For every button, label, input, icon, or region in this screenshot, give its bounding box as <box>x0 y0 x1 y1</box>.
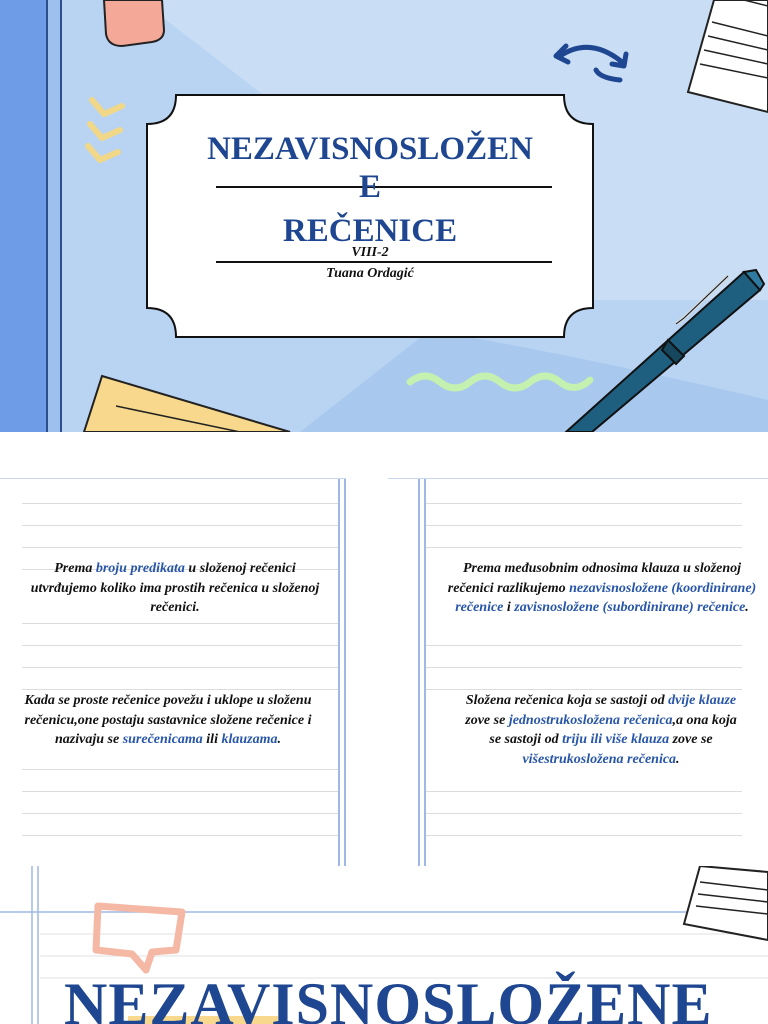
ruled-line <box>22 813 338 814</box>
ruled-line <box>22 791 338 792</box>
paragraph-clause-relations <box>444 559 760 618</box>
author-name: Tuana Ordagić <box>326 266 414 281</box>
section-title: NEZAVISNOSLOŽENE <box>64 971 713 1024</box>
highlight-term: nezavisnosložene (koordinirane) rečenice <box>455 580 757 615</box>
ruled-line <box>426 503 742 504</box>
margin-line <box>338 479 340 866</box>
highlight-term: surečenicama <box>122 732 203 747</box>
text-run: zove se <box>669 732 713 747</box>
ruled-line <box>22 769 338 770</box>
text-run: Prema međusobnim odnosima klauza u složenoj rečenici razlikujemo <box>447 561 742 596</box>
ruled-line <box>22 547 338 548</box>
eraser-icon <box>104 0 164 46</box>
text-run: Kada se proste rečenice povežu i uklope u složenu rečenicu,one postaju sastavnice složene rečenice i nazivaju se <box>24 693 312 747</box>
pen-icon <box>566 270 764 432</box>
ruled-line <box>426 525 742 526</box>
paragraph-clauses <box>8 691 328 750</box>
text-run: . <box>676 751 680 767</box>
ruled-line <box>22 835 338 836</box>
section-slide <box>0 866 768 1024</box>
margin-line <box>424 479 426 866</box>
note-paper-icon <box>84 376 290 432</box>
ruled-line <box>22 623 338 624</box>
ruled-line <box>426 689 742 690</box>
notebook-page-right <box>388 478 768 866</box>
swap-arrows-icon <box>556 46 626 80</box>
paper-sheet-icon <box>688 0 768 112</box>
ruled-line <box>426 667 742 668</box>
content-slide <box>0 432 768 866</box>
ruled-line <box>22 689 338 690</box>
title-line-1: NEZAVISNOSLOŽEN <box>207 131 533 167</box>
text-run: ili <box>202 732 222 747</box>
text-run: . <box>745 600 749 615</box>
ruled-line <box>22 525 338 526</box>
ruled-line <box>426 791 742 792</box>
class-label: VIII-2 <box>351 245 389 260</box>
ruled-line <box>22 667 338 668</box>
text-run: ,a ona koja se sastoji od <box>489 712 737 747</box>
ruled-line <box>22 645 338 646</box>
text-run: Složena rečenica koja se sastoji od <box>465 693 669 708</box>
highlight-term: dvije klauze <box>668 693 737 708</box>
ruled-line <box>426 835 742 836</box>
highlight-term: zavisnosložene (subordinirane) rečenice <box>514 600 746 615</box>
ruled-line <box>426 813 742 814</box>
margin-line <box>418 479 420 866</box>
highlight-term: višestrukosložena rečenica <box>522 751 677 767</box>
text-run: zove se <box>465 712 509 728</box>
text-run: i <box>503 600 515 615</box>
notebook-page-left <box>0 478 346 866</box>
text-run: . <box>277 732 281 747</box>
chevron-doodle-icon <box>88 100 122 160</box>
title-rule-bottom <box>216 261 552 263</box>
paragraph-clause-count <box>458 691 744 769</box>
text-run: u složenoj rečenici utvrđujemo koliko ima prostih rečenica u složenoj rečenici. <box>30 561 320 615</box>
highlight-term: jednostrukosložena rečenica <box>508 712 673 728</box>
paragraph-predicates <box>22 559 328 618</box>
speech-bubble-icon <box>96 906 182 970</box>
squiggle-doodle-icon <box>410 376 590 388</box>
ruled-line <box>22 503 338 504</box>
paper-sheet-icon <box>684 866 768 940</box>
highlight-term: triju ili više klauza <box>562 732 670 747</box>
text-run: Prema <box>54 561 96 576</box>
title-line-3: REČENICE <box>282 213 458 249</box>
ruled-line <box>426 645 742 646</box>
highlight-term: broju predikata <box>95 561 185 576</box>
margin-line <box>344 479 346 866</box>
ruled-line <box>426 547 742 548</box>
title-line-2: E <box>358 169 381 205</box>
title-slide <box>0 0 768 432</box>
highlight-term: klauzama <box>221 732 278 747</box>
